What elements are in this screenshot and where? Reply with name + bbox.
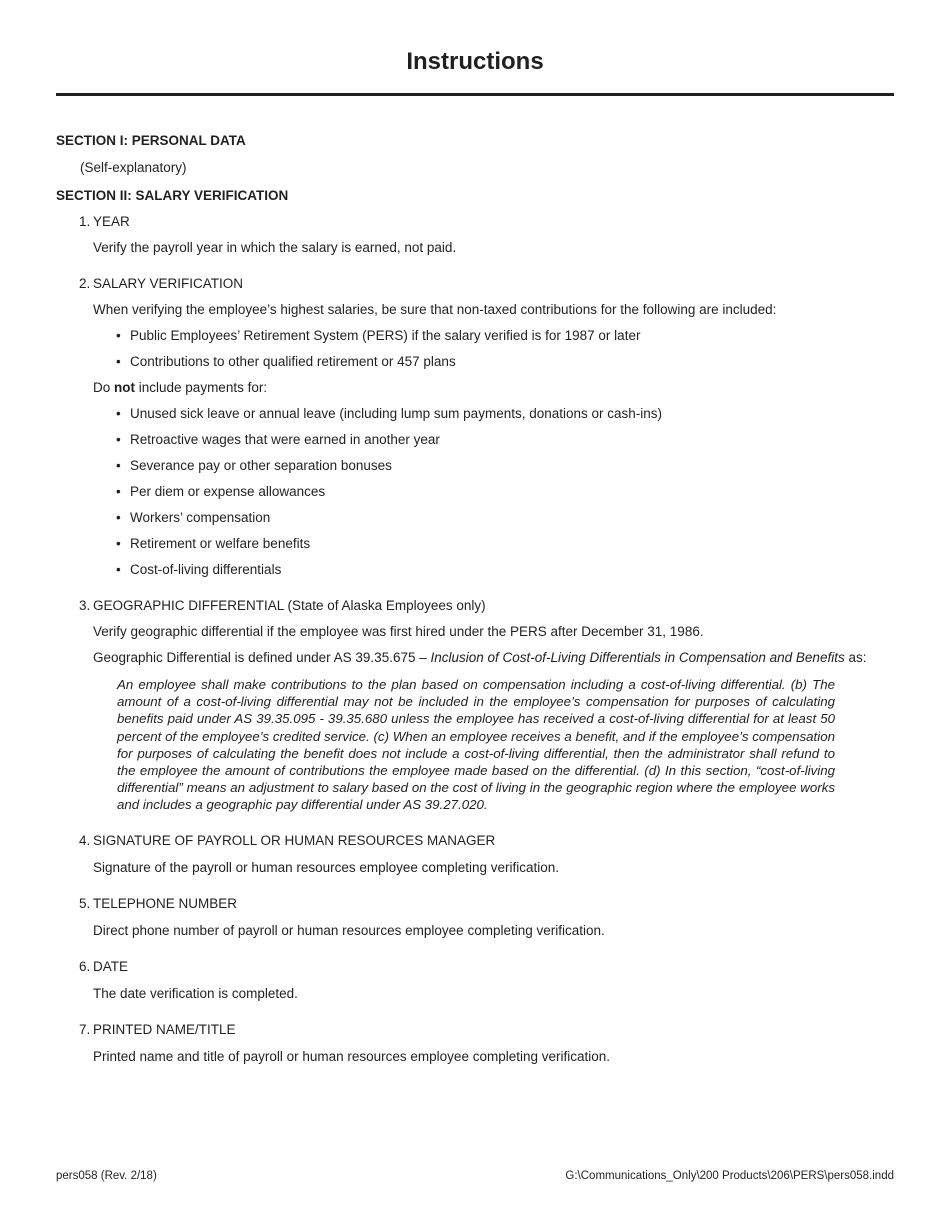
statute-quote: An employee shall make contributions to the plan based on compensation including a cost-of-living differential. (b) The amount of a cost-of-living differential may not be included in the employee’s compensation for purposes of calculating benefits paid under AS 39.35.095 - 39.35.680 unless the employee has received a cost-of-living differential for at least 50 percent of the employee’s credited service. (c) When an employee receives a benefit, and if the employee’s compensation for purposes of calculating the benefit does not include a cost-of-living differential, then the administrator shall refund to the employee the amount of contributions the employee made based on the differential. (d) In this section, “cost-of-living differential” means an adjustment to salary based on the cost of living in the geographic region where the employee works and includes a geographic pay differential under AS 39.27.020. [117,677,835,813]
item-1-text: Verify the payroll year in which the salary is earned, not paid. [93,240,457,255]
item-label: SIGNATURE OF PAYROLL OR HUMAN RESOURCES MANAGER [93,832,496,848]
list-item: • Contributions to other qualified retirement or 457 plans [116,353,894,371]
item-label: SALARY VERIFICATION [93,276,244,291]
item-3-text-2 [93,649,894,667]
item-4-heading [79,832,894,850]
item-5-text: Direct phone number of payroll or human resources employee completing verification. [93,922,605,938]
item-1-heading [79,213,894,231]
instructions-content [56,132,894,1066]
item-label: YEAR [93,214,130,229]
item-label: GEOGRAPHIC DIFFERENTIAL (State of Alaska Employees only) [93,598,486,613]
definition-title: Inclusion of Cost-of-Living Differentials in Compensation and Benefits [430,650,845,665]
item-6-heading [79,958,894,976]
footer-form-number: pers058 (Rev. 2/18) [56,1170,157,1182]
item-2-intro: When verifying the employee’s highest salaries, be sure that non-taxed contributions for the following are included: [93,302,777,317]
list-item: • Public Employees’ Retirement System (PERS) if the salary verified is for 1987 or later [116,327,894,345]
item-number: 1. [79,214,91,229]
item-3-text-1: Verify geographic differential if the employee was first hired under the PERS after December 31, 1986. [93,624,704,639]
list-item: • Retroactive wages that were earned in another year [116,431,894,449]
item-3-heading [79,597,894,615]
exclude-intro [93,379,894,397]
section-1-text: (Self-explanatory) [80,160,187,175]
item-number: 7. [79,1021,91,1037]
item-5-heading [79,895,894,913]
item-number: 3. [79,598,91,613]
excluded-list [116,405,894,579]
item-label: TELEPHONE NUMBER [93,895,238,911]
item-label: DATE [93,958,129,974]
list-item: • Unused sick leave or annual leave (including lump sum payments, donations or cash-ins) [116,405,894,423]
list-item: • Retirement or welfare benefits [116,535,894,553]
page-title: Instructions [406,48,544,75]
item-number: 6. [79,958,91,974]
definition-pre: Geographic Differential is defined under AS 39.35.675 – [93,650,431,665]
definition-post: as: [844,650,867,665]
item-label: PRINTED NAME/TITLE [93,1021,236,1037]
item-4-text: Signature of the payroll or human resources employee completing verification. [93,859,559,875]
item-7-heading [79,1021,894,1039]
included-list [116,327,894,371]
list-item: • Severance pay or other separation bonuses [116,457,894,475]
item-2-heading [79,275,894,293]
section-2-heading: SECTION II: SALARY VERIFICATION [56,188,289,203]
item-6-text: The date verification is completed. [93,985,298,1001]
title-divider [56,93,894,96]
list-item: • Per diem or expense allowances [116,483,894,501]
item-number: 2. [79,276,91,291]
section-1-heading: SECTION I: PERSONAL DATA [56,133,246,148]
exclude-post: include payments for: [135,380,268,395]
list-item: • Cost-of-living differentials [116,561,894,579]
list-item: • Workers’ compensation [116,509,894,527]
exclude-pre: Do [93,380,115,395]
footer-file-path: G:\Communications_Only\200 Products\206\PERS\pers058.indd [565,1170,894,1182]
exclude-bold: not [114,380,136,395]
item-7-text: Printed name and title of payroll or human resources employee completing verification. [93,1048,611,1064]
item-number: 5. [79,895,91,911]
item-number: 4. [79,832,91,848]
